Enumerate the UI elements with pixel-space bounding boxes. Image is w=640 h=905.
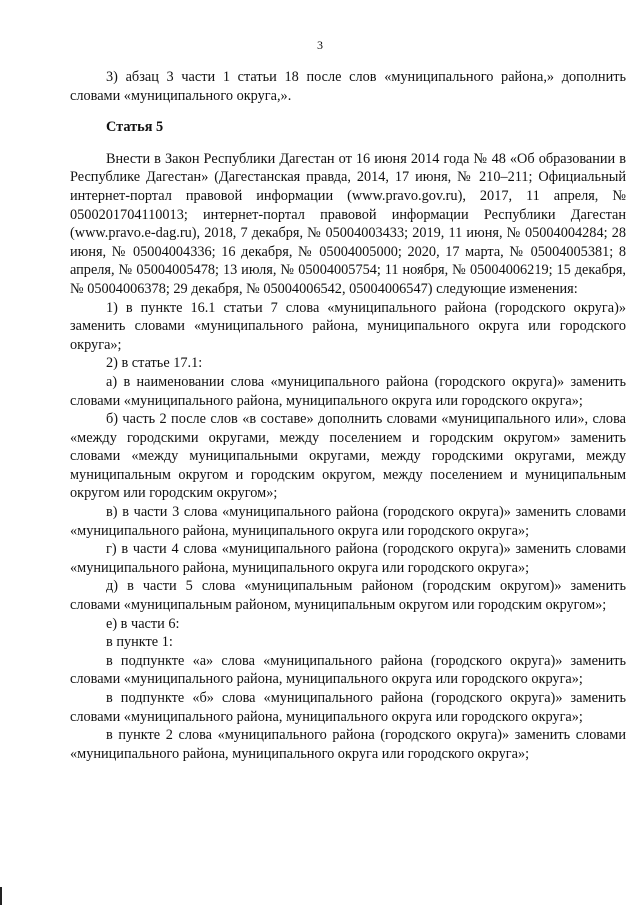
amendment-subpoint-b: в подпункте «б» слова «муниципального района (городского округа)» заменить словами «муниципального района, муниципального округа или городского округа»; bbox=[70, 690, 626, 725]
amendment-point-1: в пункте 1: bbox=[106, 634, 173, 651]
amendment-subitem-g: г) в части 4 слова «муниципального района (городского округа)» заменить словами «муниципального района, муниципального округа или городского округа»; bbox=[70, 541, 626, 576]
scan-edge-mark bbox=[0, 887, 2, 905]
amendment-subitem-e: е) в части 6: bbox=[106, 615, 180, 632]
amendment-point-2: в пункте 2 слова «муниципального района (городского округа)» заменить словами «муниципального района, муниципального округа или городского округа»; bbox=[70, 727, 626, 762]
amendment-subpoint-a: в подпункте «а» слова «муниципального района (городского округа)» заменить словами «муниципального района, муниципального округа или городского округа»; bbox=[70, 652, 626, 688]
article-intro-paragraph: Внести в Закон Республики Дагестан от 16 июня 2014 года № 48 «Об образовании в Республике Дагестан» (Дагестанская правда, 2014, 17 июня, № 210–211; Официальный интернет-портал правовой информации (www.pravo.gov.ru), 2017, 11 апреля, № 0500201704110013; интернет-портал правовой информации Республики Дагестан (www.pravo.e-dag.ru), 2018, 7 декабря, № 05004003433; 2019, 11 июня, № 05004004284; 28 июня, № 05004004336; 16 декабря, № 05004005000; 2020, 17 марта, № 05004005381; 8 апреля, № 05004005478; 13 июля, № 05004005754; 11 ноября, № 05004006219; 15 декабря, № 05004006378; 29 декабря, № 05004006542, 05004006547) следующие изменения: bbox=[70, 150, 626, 297]
amendment-item-1: 1) в пункте 16.1 статьи 7 слова «муниципального района (городского округа)» заменить словами «муниципального района, муниципального округа или городского округа»; bbox=[70, 299, 626, 353]
article-heading: Статья 5 bbox=[106, 119, 164, 136]
amendment-paragraph-3: 3) абзац 3 части 1 статьи 18 после слов «муниципального района,» дополнить словами «муниципального округа,». bbox=[70, 69, 626, 104]
amendment-subitem-v: в) в части 3 слова «муниципального района (городского округа)» заменить словами «муниципального района, муниципального округа или городского округа»; bbox=[70, 504, 626, 539]
amendment-subitem-d: д) в части 5 слова «муниципальным районом (городским округом)» заменить словами «муниципальным районом, муниципальным округом или городским округом»; bbox=[70, 578, 626, 614]
document-body bbox=[70, 68, 626, 763]
amendment-item-2: 2) в статье 17.1: bbox=[106, 355, 203, 372]
amendment-subitem-b: б) часть 2 после слов «в составе» дополнить словами «муниципального или», слова «между городскими округами, между поселением и городским округом» заменить словами «между муниципальными округами, между городскими округами, между муниципальным округом и городским округом, между поселением и муниципальным округом или городским округом»; bbox=[70, 411, 626, 502]
amendment-subitem-a: а) в наименовании слова «муниципального района (городского округа)» заменить словами «муниципального района, муниципального округа или городского округа»; bbox=[70, 373, 626, 409]
page-number: 3 bbox=[317, 38, 323, 52]
